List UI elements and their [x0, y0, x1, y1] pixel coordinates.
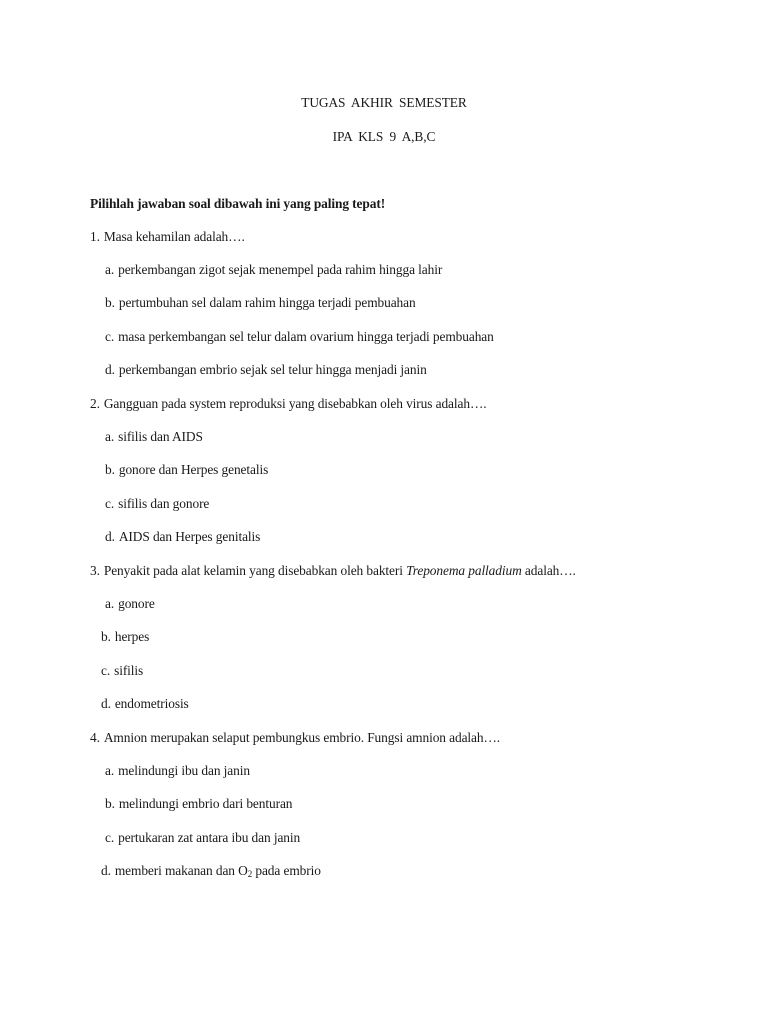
option-4d — [101, 863, 321, 879]
option-label: d. — [105, 362, 115, 377]
option-text: melindungi ibu dan janin — [118, 763, 250, 778]
option-2c — [105, 496, 209, 512]
option-label: d. — [101, 696, 111, 711]
option-label: a. — [105, 429, 115, 444]
question-text: Masa kehamilan adalah…. — [103, 229, 245, 244]
option-text: AIDS dan Herpes genitalis — [118, 529, 261, 544]
option-label: b. — [101, 629, 111, 644]
option-label: d. — [105, 529, 115, 544]
question-number: 1. — [90, 229, 100, 244]
option-text: perkembangan embrio sejak sel telur hingga menjadi janin — [118, 362, 427, 377]
option-2b — [105, 462, 268, 478]
instruction: Pilihlah jawaban soal dibawah ini yang paling tepat! — [90, 196, 386, 211]
option-label: b. — [105, 295, 115, 310]
option-text-end: pada embrio — [252, 863, 321, 878]
option-text: masa perkembangan sel telur dalam ovarium hingga terjadi pembuahan — [118, 329, 494, 344]
option-text: sifilis dan AIDS — [118, 429, 203, 444]
question-number: 3. — [90, 563, 100, 578]
option-label: c. — [101, 663, 111, 678]
option-3d — [101, 696, 189, 712]
option-text: sifilis dan gonore — [118, 496, 210, 511]
option-label: a. — [105, 596, 115, 611]
question-text-end: adalah…. — [524, 563, 576, 578]
option-2d — [105, 529, 260, 545]
option-2a — [105, 429, 203, 445]
option-text: pertumbuhan sel dalam rahim hingga terjadi pembuahan — [118, 295, 416, 310]
option-label: c. — [105, 496, 115, 511]
option-label: a. — [105, 763, 115, 778]
option-4a — [105, 763, 250, 779]
question-2 — [90, 396, 487, 412]
option-3b — [101, 629, 149, 645]
option-text: perkembangan zigot sejak menempel pada rahim hingga lahir — [118, 262, 443, 277]
option-4b — [105, 796, 292, 812]
option-1c — [105, 329, 494, 345]
option-3a — [105, 596, 155, 612]
option-label: b. — [105, 796, 115, 811]
question-text: Gangguan pada system reproduksi yang disebabkan oleh virus adalah…. — [103, 396, 487, 411]
question-number: 2. — [90, 396, 100, 411]
question-text: Amnion merupakan selaput pembungkus embrio. Fungsi amnion adalah…. — [103, 730, 501, 745]
option-text: sifilis — [114, 663, 144, 678]
option-label: c. — [105, 830, 115, 845]
option-text: gonore — [118, 596, 155, 611]
option-text: gonore dan Herpes genetalis — [118, 462, 269, 477]
document-subtitle: IPA KLS 9 A,B,C — [332, 129, 436, 144]
option-4c — [105, 830, 300, 846]
question-4 — [90, 730, 500, 746]
option-text: endometriosis — [114, 696, 189, 711]
option-1a — [105, 262, 442, 278]
option-label: a. — [105, 262, 115, 277]
document-title: TUGAS AKHIR SEMESTER — [301, 95, 467, 110]
option-label: c. — [105, 329, 115, 344]
option-text: memberi makanan dan O — [114, 863, 248, 878]
option-label: b. — [105, 462, 115, 477]
question-text-italic: Treponema palladium — [406, 563, 522, 578]
option-text: pertukaran zat antara ibu dan janin — [118, 830, 301, 845]
question-number: 4. — [90, 730, 100, 745]
question-text: Penyakit pada alat kelamin yang disebabkan oleh bakteri — [103, 563, 403, 578]
option-1d — [105, 362, 427, 378]
option-label: d. — [101, 863, 111, 878]
option-subscript: 2 — [247, 869, 253, 879]
question-3 — [90, 563, 576, 579]
question-1 — [90, 229, 245, 245]
option-1b — [105, 295, 416, 311]
option-text: herpes — [114, 629, 150, 644]
option-3c — [101, 663, 143, 679]
option-text: melindungi embrio dari benturan — [118, 796, 293, 811]
